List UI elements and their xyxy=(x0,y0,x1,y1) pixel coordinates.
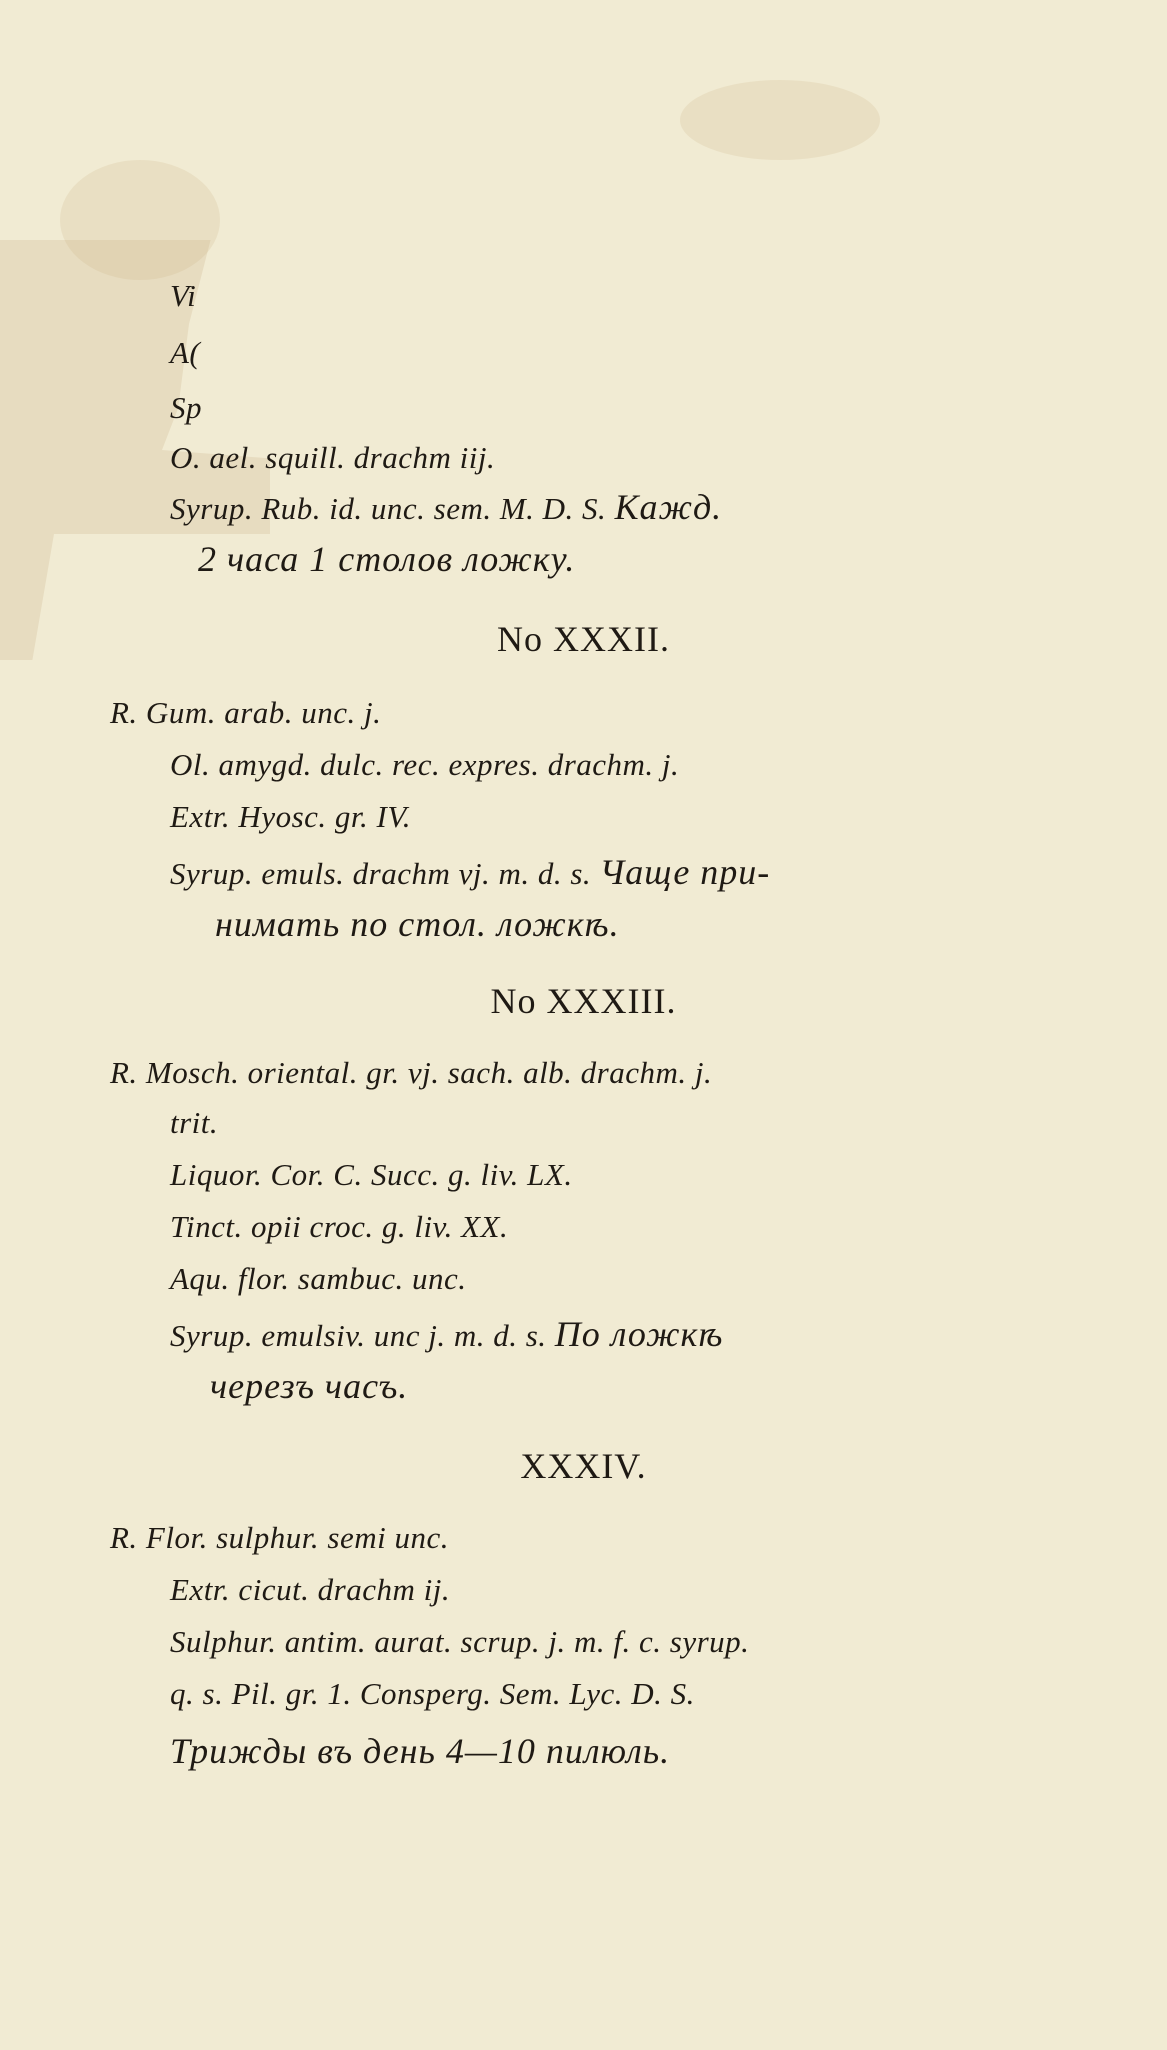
section-heading: No XXXII. xyxy=(497,619,670,659)
recipe-line: R. Mosch. oriental. gr. vj. sach. alb. drachm. j. xyxy=(110,1055,713,1090)
recipe-line: Extr. Hyosc. gr. IV. xyxy=(170,799,412,834)
recipe-line: Syrup. emuls. drachm vj. m. d. s. Чаще при- xyxy=(170,852,771,892)
fragment-line-4: O. ael. squill. drachm iij. xyxy=(170,440,496,475)
recipe-line: Liquor. Cor. C. Succ. g. liv. LX. xyxy=(170,1157,573,1192)
section-heading: XXXIV. xyxy=(520,1446,647,1486)
recipe-line: R. Gum. arab. unc. j. xyxy=(110,695,382,730)
fragment-line-6: 2 часа 1 столов ложку. xyxy=(198,539,576,579)
recipe-line: Extr. cicut. drachm ij. xyxy=(170,1572,451,1607)
fragment-line-3: Sp xyxy=(170,390,202,425)
recipe-line: Aqu. flor. sambuc. unc. xyxy=(170,1261,467,1296)
recipe-line: Sulphur. antim. aurat. scrup. j. m. f. c. syrup. xyxy=(170,1624,750,1659)
section-heading: No XXXIII. xyxy=(490,981,677,1021)
recipe-line: черезъ часъ. xyxy=(210,1366,409,1406)
recipe-line: R. Flor. sulphur. semi unc. xyxy=(110,1520,449,1555)
recipe-line: Трижды въ день 4—10 пилюль. xyxy=(170,1731,671,1771)
stain xyxy=(680,80,880,160)
recipe-line: нимать по стол. ложкѣ. xyxy=(215,904,620,944)
recipe-line: trit. xyxy=(170,1105,219,1140)
recipe-line: q. s. Pil. gr. 1. Consperg. Sem. Lyc. D. S. xyxy=(170,1676,695,1711)
fragment-line-5: Syrup. Rub. id. unc. sem. M. D. S. Кажд. xyxy=(170,487,723,527)
recipe-line: Tinct. opii croc. g. liv. XX. xyxy=(170,1209,509,1244)
fragment-line-2: A( xyxy=(170,335,201,370)
fragment-line-1: Vi xyxy=(170,278,197,313)
recipe-line: Syrup. emulsiv. unc j. m. d. s. По ложкѣ xyxy=(170,1314,724,1354)
stain xyxy=(60,160,220,280)
recipe-line: Ol. amygd. dulc. rec. expres. drachm. j. xyxy=(170,747,680,782)
